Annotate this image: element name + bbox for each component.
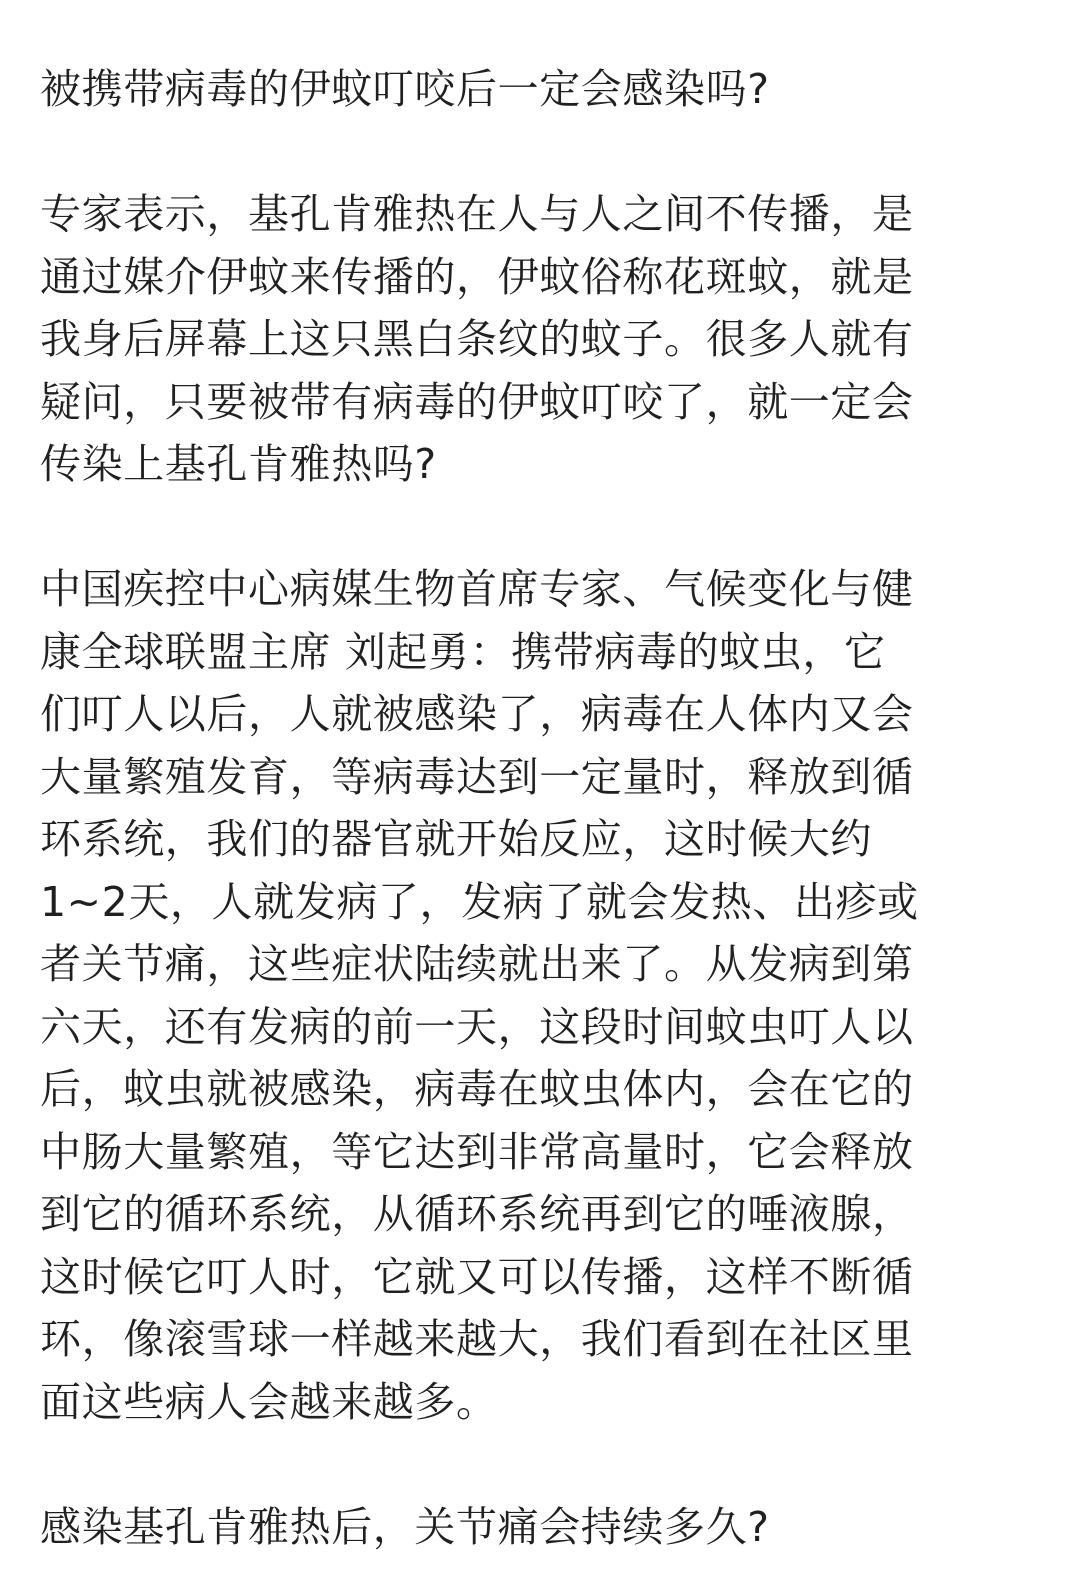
paragraph-spacer <box>40 121 1025 184</box>
question-heading-1: 被携带病毒的伊蚊叮咬后一定会感染吗? <box>40 65 770 113</box>
paragraph-2: 中国疾控中心病媒生物首席专家、气候变化与健 康全球联盟主席 刘起勇：携带病毒的蚊虫，它 们叮人以后，人就被感染了，病毒在人体内又会 大量繁殖发育，等病毒达到一定量时，释放到循 环系统，我们的器官就开始反应，这时候大约 1~2天，人就发病了，发病了就会发热、出疹或 者关节痛，这些症状陆续就出来了。从发病到第 六天，还有发病的前一天，这段时间蚊虫叮人以 后，蚊虫就被感染，病毒在蚊虫体内，会在它的 中肠大量繁殖，等它达到非常高量时，它会释放 到它的循环系统，从循环系统再到它的唾液腺， 这时候它叮人时，它就又可以传播，这样不断循 环，像滚雪球一样越来越大，我们看到在社区里 面这些病人会越来越多。 <box>40 565 919 1426</box>
question-heading-2: 感染基孔肯雅热后，关节痛会持续多久? <box>40 1502 770 1551</box>
paragraph-spacer <box>40 1433 1025 1496</box>
paragraph-1: 专家表示，基孔肯雅热在人与人之间不传播，是 通过媒介伊蚊来传播的，伊蚊俗称花斑蚊，就是 我身后屏幕上这只黑白条纹的蚊子。很多人就有 疑问，只要被带有病毒的伊蚊叮咬了，就一定会 传染上基孔肯雅热吗? <box>40 190 914 488</box>
article-body <box>40 58 1025 1558</box>
paragraph-spacer <box>40 496 1025 559</box>
